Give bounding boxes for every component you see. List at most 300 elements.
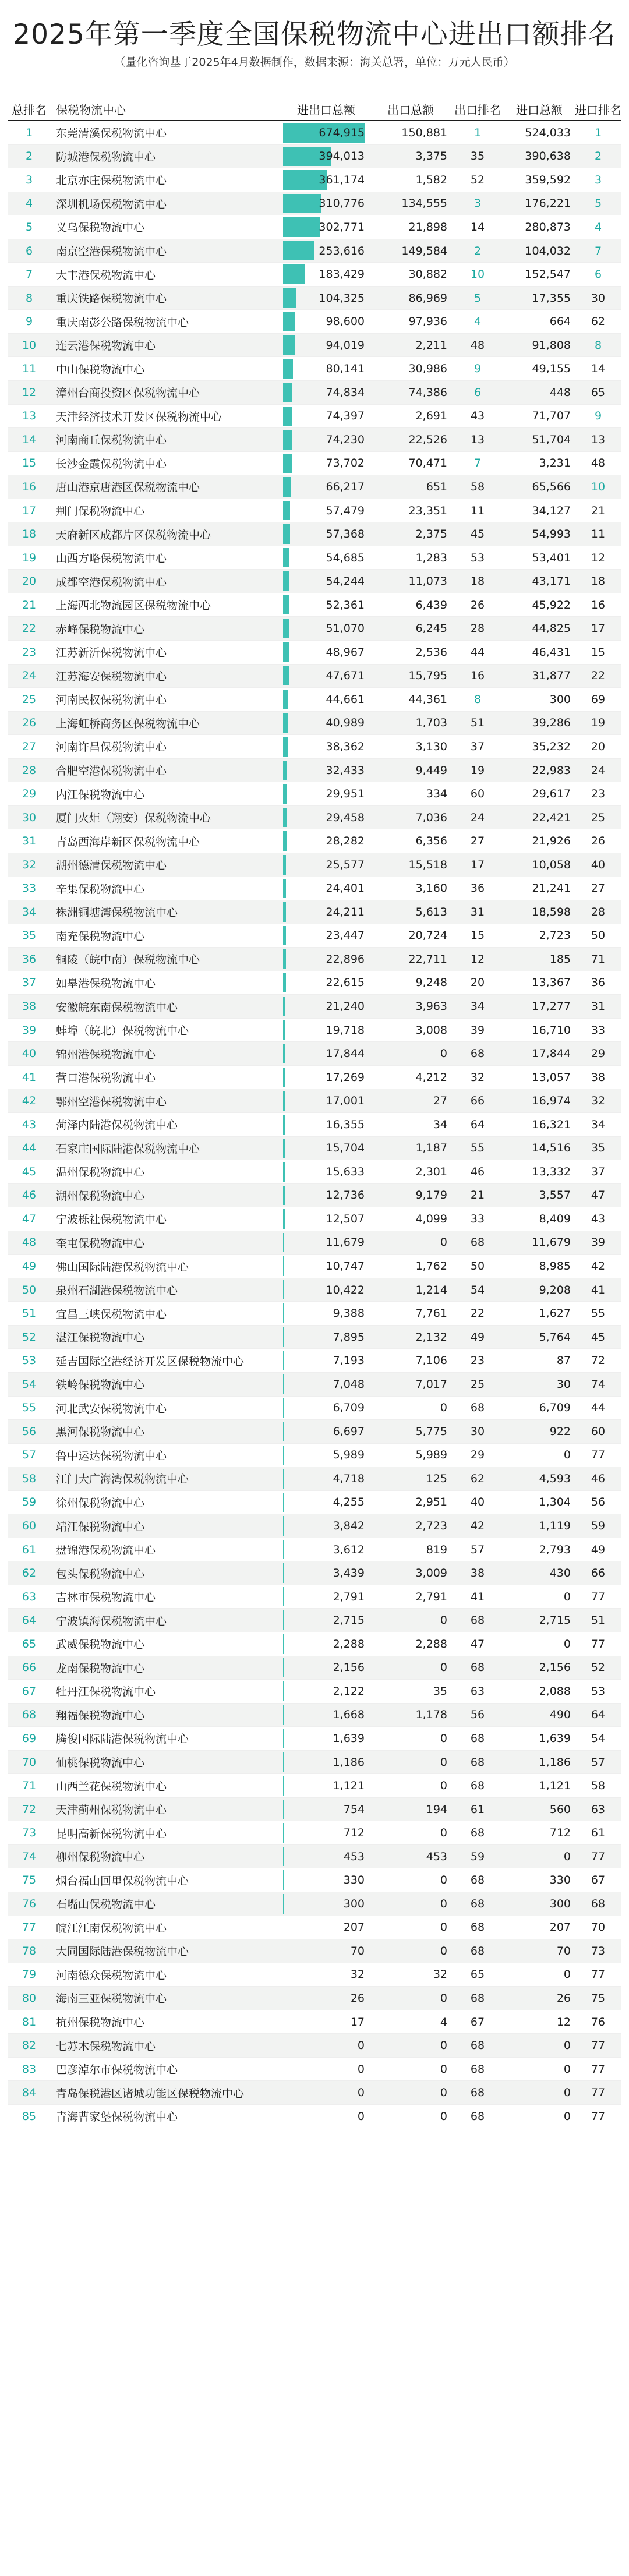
cell-import-rank-value: 7 <box>594 244 602 257</box>
cell-export <box>369 735 452 758</box>
cell-export-value: 0 <box>440 1047 447 1061</box>
cell-rank <box>8 1326 50 1349</box>
cell-total-value: 47,671 <box>326 669 365 683</box>
table-row <box>8 215 621 239</box>
cell-import-value: 0 <box>563 1637 571 1651</box>
cell-total <box>283 475 369 499</box>
cell-name-value: 湖州德清保税物流中心 <box>56 859 167 872</box>
cell-export-value: 5,613 <box>415 905 447 918</box>
cell-export <box>369 215 452 239</box>
cell-rank-value: 78 <box>22 1944 37 1957</box>
cell-total-value: 17,269 <box>326 1070 365 1084</box>
table-row <box>8 1751 621 1775</box>
cell-import-rank <box>575 1751 621 1774</box>
cell-rank-value: 27 <box>22 740 37 753</box>
cell-rank <box>8 1632 50 1656</box>
header-rank: 总排名 <box>12 103 47 117</box>
cell-import-rank <box>575 1255 621 1278</box>
cell-import-rank <box>575 1774 621 1797</box>
cell-export-rank-value: 14 <box>470 220 485 234</box>
cell-export-value: 15,795 <box>408 669 447 683</box>
table-row <box>8 1939 621 1963</box>
cell-name <box>50 1632 283 1656</box>
table-header <box>8 98 621 121</box>
cell-import-value: 1,639 <box>539 1732 571 1745</box>
cell-export-value: 32 <box>433 1968 447 1981</box>
cell-import <box>503 428 575 451</box>
cell-export-rank-value: 11 <box>470 504 485 517</box>
cell-name <box>50 1821 283 1844</box>
cell-import-rank <box>575 1939 621 1963</box>
cell-rank <box>8 1397 50 1420</box>
cell-import-rank <box>575 121 621 144</box>
total-bar <box>283 973 286 993</box>
cell-rank-value: 53 <box>22 1354 37 1367</box>
cell-name-value: 连云港保税物流中心 <box>56 340 156 353</box>
cell-rank <box>8 2058 50 2081</box>
cell-rank-value: 12 <box>22 386 37 399</box>
cell-import-rank-value: 65 <box>591 386 606 399</box>
cell-export-rank <box>452 688 503 711</box>
cell-export-rank <box>452 2034 503 2057</box>
cell-name-value: 泉州石湖港保税物流中心 <box>56 1284 178 1298</box>
cell-import-rank <box>575 2034 621 2057</box>
cell-name <box>50 712 283 735</box>
cell-total <box>283 1704 369 1727</box>
cell-import-rank-value: 35 <box>591 1142 606 1155</box>
table-row <box>8 239 621 263</box>
cell-export-value: 7,761 <box>415 1307 447 1320</box>
cell-rank <box>8 381 50 404</box>
cell-rank <box>8 971 50 995</box>
cell-rank-value: 19 <box>22 551 37 564</box>
table-row <box>8 1042 621 1066</box>
cell-import-value: 430 <box>549 1567 571 1580</box>
table-row <box>8 1656 621 1680</box>
cell-import-rank-value: 61 <box>591 1826 606 1840</box>
cell-import-rank-value: 54 <box>591 1732 606 1745</box>
cell-rank-value: 14 <box>22 433 37 446</box>
cell-import <box>503 995 575 1018</box>
cell-export <box>369 334 452 357</box>
cell-total-value: 32 <box>350 1968 365 1981</box>
cell-export <box>369 263 452 286</box>
cell-total-value: 0 <box>357 2039 365 2052</box>
cell-import <box>503 1656 575 1680</box>
cell-name-value: 重庆铁路保税物流中心 <box>56 292 167 306</box>
cell-export-rank-value: 45 <box>470 528 485 541</box>
cell-import-rank <box>575 1916 621 1939</box>
cell-name <box>50 948 283 971</box>
cell-total-value: 25,577 <box>326 858 365 871</box>
cell-name-value: 青岛保税港区诸城功能区保税物流中心 <box>56 2087 245 2100</box>
total-bar <box>283 194 321 214</box>
cell-rank-value: 32 <box>22 858 37 871</box>
table-row <box>8 1467 621 1491</box>
cell-import-rank <box>575 782 621 805</box>
cell-export-value: 44,361 <box>408 692 447 706</box>
cell-import <box>503 215 575 239</box>
cell-import <box>503 877 575 900</box>
cell-rank-value: 64 <box>22 1614 37 1627</box>
cell-total <box>283 1066 369 1089</box>
cell-rank-value: 22 <box>22 622 37 635</box>
cell-rank-value: 23 <box>22 645 37 659</box>
ranking-table <box>8 98 621 2128</box>
cell-name <box>50 1326 283 1349</box>
cell-import-rank <box>575 1326 621 1349</box>
cell-export <box>369 570 452 593</box>
cell-import-rank <box>575 665 621 688</box>
cell-export-rank <box>452 287 503 310</box>
cell-export-rank-value: 56 <box>470 1708 485 1722</box>
cell-total <box>283 1397 369 1420</box>
cell-export-rank <box>452 1042 503 1065</box>
cell-export-rank-value: 2 <box>473 244 482 257</box>
cell-export-rank-value: 61 <box>470 1803 485 1816</box>
cell-rank-value: 58 <box>22 1472 37 1485</box>
cell-rank-value: 57 <box>22 1448 37 1462</box>
total-bar <box>283 1186 285 1206</box>
table-row <box>8 593 621 617</box>
cell-export-value: 334 <box>426 787 447 801</box>
cell-export-rank <box>452 1397 503 1420</box>
cell-name <box>50 522 283 546</box>
cell-import <box>503 310 575 333</box>
cell-total <box>283 452 369 475</box>
cell-total <box>283 948 369 971</box>
cell-import-value: 29,617 <box>532 787 571 801</box>
cell-export-value: 0 <box>440 2109 447 2123</box>
cell-name-value: 江苏新沂保税物流中心 <box>56 646 167 660</box>
cell-total <box>283 924 369 948</box>
cell-rank-value: 18 <box>22 528 37 541</box>
cell-total-value: 57,368 <box>326 528 365 541</box>
cell-import <box>503 924 575 948</box>
cell-import-rank <box>575 1302 621 1325</box>
cell-total-value: 0 <box>357 2109 365 2123</box>
cell-rank-value: 8 <box>25 291 33 305</box>
cell-import-value: 664 <box>549 315 571 328</box>
cell-rank-value: 30 <box>22 811 37 824</box>
cell-export-rank <box>452 1278 503 1302</box>
cell-export <box>369 1514 452 1538</box>
cell-total-value: 11,679 <box>326 1236 365 1249</box>
cell-total-value: 74,397 <box>326 409 365 423</box>
cell-export-value: 0 <box>440 2062 447 2076</box>
cell-rank <box>8 428 50 451</box>
cell-import <box>503 759 575 782</box>
cell-name <box>50 665 283 688</box>
cell-export-rank <box>452 853 503 877</box>
cell-rank-value: 31 <box>22 835 37 848</box>
cell-import-value: 46,431 <box>532 645 571 659</box>
cell-name-value: 合肥空港保税物流中心 <box>56 765 167 778</box>
table-row <box>8 475 621 499</box>
cell-name-value: 佛山国际陆港保税物流中心 <box>56 1260 189 1274</box>
cell-name <box>50 995 283 1018</box>
cell-export-rank <box>452 1751 503 1774</box>
cell-rank <box>8 215 50 239</box>
cell-import-rank-value: 19 <box>591 716 606 730</box>
cell-import-rank <box>575 1420 621 1443</box>
cell-export-value: 194 <box>426 1803 447 1816</box>
total-bar <box>283 1563 284 1583</box>
cell-name-value: 湖州保税物流中心 <box>56 1189 145 1203</box>
total-bar <box>283 1398 284 1418</box>
cell-export-rank <box>452 829 503 853</box>
cell-rank <box>8 1444 50 1467</box>
cell-export-value: 9,179 <box>415 1189 447 1202</box>
cell-name <box>50 641 283 664</box>
cell-total-value: 0 <box>357 2086 365 2100</box>
cell-import-value: 0 <box>563 2039 571 2052</box>
cell-import-rank <box>575 1113 621 1136</box>
cell-import-value: 0 <box>563 2109 571 2123</box>
cell-total <box>283 1609 369 1632</box>
cell-export-rank-value: 52 <box>470 173 485 186</box>
cell-import-value: 0 <box>563 1590 571 1603</box>
cell-import <box>503 1420 575 1443</box>
cell-total-value: 98,600 <box>326 315 365 328</box>
table-row <box>8 782 621 806</box>
cell-import-rank <box>575 1538 621 1561</box>
cell-import-rank-value: 52 <box>591 1661 606 1674</box>
cell-export-rank-value: 68 <box>470 1897 485 1910</box>
cell-import-value: 0 <box>563 1448 571 1462</box>
table-body <box>8 121 621 2128</box>
cell-import-value: 16,974 <box>532 1094 571 1108</box>
cell-import-rank-value: 77 <box>591 1968 606 1981</box>
cell-export-rank-value: 48 <box>470 338 485 352</box>
cell-name-value: 烟台福山回里保税物流中心 <box>56 1874 189 1888</box>
cell-rank-value: 59 <box>22 1496 37 1509</box>
cell-import-value: 43,171 <box>532 575 571 588</box>
cell-import <box>503 570 575 593</box>
cell-export-rank <box>452 2010 503 2034</box>
cell-export <box>369 452 452 475</box>
cell-rank-value: 47 <box>22 1212 37 1225</box>
cell-total <box>283 428 369 451</box>
cell-import-value: 1,121 <box>539 1779 571 1793</box>
cell-export-rank <box>452 1373 503 1396</box>
cell-export-value: 0 <box>440 1921 447 1934</box>
cell-export-rank-value: 64 <box>470 1118 485 1131</box>
cell-export-value: 6,439 <box>415 598 447 612</box>
cell-total-value: 3,842 <box>333 1520 365 1533</box>
cell-name <box>50 570 283 593</box>
cell-import-rank <box>575 2081 621 2104</box>
cell-total <box>283 239 369 263</box>
cell-total <box>283 759 369 782</box>
cell-export <box>369 971 452 995</box>
cell-name-value: 巴彦淖尔市保税物流中心 <box>56 2063 178 2077</box>
cell-export <box>369 1420 452 1443</box>
table-row <box>8 1963 621 1987</box>
cell-import-rank-value: 30 <box>591 291 606 305</box>
cell-rank <box>8 948 50 971</box>
cell-name-value: 株洲铜塘湾保税物流中心 <box>56 906 178 920</box>
cell-total <box>283 1491 369 1514</box>
cell-import-rank-value: 68 <box>591 1897 606 1910</box>
cell-import-rank-value: 58 <box>591 1779 606 1793</box>
cell-import-value: 44,825 <box>532 622 571 635</box>
cell-total-value: 253,616 <box>319 244 365 257</box>
table-row <box>8 546 621 570</box>
cell-rank <box>8 1916 50 1939</box>
cell-total-value: 15,633 <box>326 1165 365 1178</box>
cell-export <box>369 782 452 805</box>
table-row <box>8 1349 621 1373</box>
total-bar <box>283 1587 284 1607</box>
cell-export-rank-value: 44 <box>470 645 485 659</box>
cell-export-rank-value: 68 <box>470 1661 485 1674</box>
cell-import-rank-value: 74 <box>591 1377 606 1391</box>
table-row <box>8 806 621 830</box>
cell-total-value: 0 <box>357 2062 365 2076</box>
cell-total-value: 7,895 <box>333 1330 365 1344</box>
cell-import-value: 1,627 <box>539 1307 571 1320</box>
table-row <box>8 924 621 948</box>
table-row <box>8 1727 621 1751</box>
cell-import-value: 34,127 <box>532 504 571 517</box>
total-bar <box>283 548 289 568</box>
cell-export-value: 3,375 <box>415 150 447 163</box>
cell-import-rank <box>575 1160 621 1183</box>
cell-total-value: 2,122 <box>333 1684 365 1698</box>
cell-import-rank <box>575 1821 621 1844</box>
cell-total-value: 104,325 <box>319 291 365 305</box>
cell-name-value: 铁岭保税物流中心 <box>56 1379 145 1392</box>
cell-name-value: 温州保税物流中心 <box>56 1166 145 1179</box>
cell-import-rank-value: 23 <box>591 787 606 801</box>
header-import: 进口总额 <box>516 103 563 117</box>
cell-name <box>50 1680 283 1703</box>
cell-export-value: 0 <box>440 1401 447 1415</box>
cell-name <box>50 2010 283 2034</box>
cell-export-value: 0 <box>440 1826 447 1840</box>
cell-total <box>283 381 369 404</box>
cell-export-rank-value: 47 <box>470 1637 485 1651</box>
total-bar <box>283 784 287 804</box>
cell-total <box>283 593 369 617</box>
cell-total-value: 74,834 <box>326 386 365 399</box>
cell-import-rank <box>575 1491 621 1514</box>
cell-export-rank <box>452 1444 503 1467</box>
cell-total-value: 4,255 <box>333 1496 365 1509</box>
cell-export-rank <box>452 428 503 451</box>
cell-rank <box>8 1184 50 1207</box>
cell-export <box>369 546 452 570</box>
cell-import-value: 16,710 <box>532 1023 571 1037</box>
cell-export-rank-value: 37 <box>470 740 485 753</box>
cell-rank <box>8 239 50 263</box>
cell-rank-value: 56 <box>22 1425 37 1438</box>
cell-import-rank <box>575 924 621 948</box>
header-export: 出口总额 <box>387 103 434 117</box>
cell-name-value: 奎屯保税物流中心 <box>56 1236 145 1250</box>
cell-import-value: 300 <box>549 692 571 706</box>
page-title: 2025年第一季度全国保税物流中心进出口额排名 <box>13 19 616 51</box>
cell-name <box>50 617 283 640</box>
total-bar <box>283 1469 284 1489</box>
cell-export-value: 819 <box>426 1543 447 1556</box>
cell-import-value: 18,598 <box>532 905 571 918</box>
cell-export <box>369 1561 452 1585</box>
cell-import <box>503 1561 575 1585</box>
cell-name <box>50 287 283 310</box>
cell-import <box>503 499 575 522</box>
cell-import <box>503 829 575 853</box>
cell-total <box>283 1137 369 1160</box>
cell-total-value: 28,282 <box>326 835 365 848</box>
cell-export-value: 0 <box>440 1661 447 1674</box>
cell-import-rank-value: 77 <box>591 1850 606 1863</box>
cell-import-value: 104,032 <box>525 244 571 257</box>
cell-name <box>50 688 283 711</box>
cell-import-rank-value: 9 <box>594 409 602 423</box>
cell-export-rank <box>452 1845 503 1868</box>
cell-import-rank-value: 49 <box>591 1543 606 1556</box>
cell-name <box>50 1160 283 1183</box>
total-bar <box>283 312 295 331</box>
cell-name-value: 石嘴山保税物流中心 <box>56 1898 156 1911</box>
cell-total <box>283 2081 369 2104</box>
cell-export-rank-value: 24 <box>470 811 485 824</box>
cell-name <box>50 782 283 805</box>
cell-import-rank-value: 14 <box>591 362 606 376</box>
cell-name <box>50 1184 283 1207</box>
cell-import-value: 87 <box>556 1354 571 1367</box>
cell-total-value: 40,989 <box>326 716 365 730</box>
cell-import-rank-value: 77 <box>591 1448 606 1462</box>
cell-total-value: 1,639 <box>333 1732 365 1745</box>
cell-import <box>503 1207 575 1231</box>
total-bar <box>283 761 287 780</box>
cell-name-value: 山西兰花保税物流中心 <box>56 1780 167 1793</box>
cell-name-value: 菏泽内陆港保税物流中心 <box>56 1119 178 1132</box>
total-bar <box>283 1303 284 1323</box>
cell-name-value: 如皋港保税物流中心 <box>56 977 156 990</box>
cell-total-value: 32,433 <box>326 764 365 777</box>
cell-import-rank-value: 60 <box>591 1425 606 1438</box>
cell-export-value: 0 <box>440 1236 447 1249</box>
cell-rank <box>8 1868 50 1892</box>
cell-rank-value: 15 <box>22 457 37 470</box>
cell-export-rank <box>452 1561 503 1585</box>
cell-export-rank <box>452 168 503 192</box>
cell-name-value: 延吉国际空港经济开发区保税物流中心 <box>56 1355 245 1368</box>
cell-import-rank-value: 20 <box>591 740 606 753</box>
cell-import-rank-value: 77 <box>591 2062 606 2076</box>
cell-export-value: 2,211 <box>415 338 447 352</box>
cell-name <box>50 1137 283 1160</box>
cell-name-value: 锦州港保税物流中心 <box>56 1048 156 1061</box>
cell-rank <box>8 1278 50 1302</box>
cell-import-rank <box>575 617 621 640</box>
cell-import <box>503 1538 575 1561</box>
cell-rank-value: 40 <box>22 1047 37 1061</box>
cell-rank <box>8 1561 50 1585</box>
cell-total-value: 80,141 <box>326 362 365 376</box>
cell-import-rank <box>575 239 621 263</box>
cell-import-rank <box>575 1798 621 1821</box>
cell-export-value: 134,555 <box>401 197 447 210</box>
cell-export-rank-value: 68 <box>470 2109 485 2123</box>
cell-name <box>50 2105 283 2128</box>
cell-import <box>503 806 575 829</box>
cell-import <box>503 712 575 735</box>
